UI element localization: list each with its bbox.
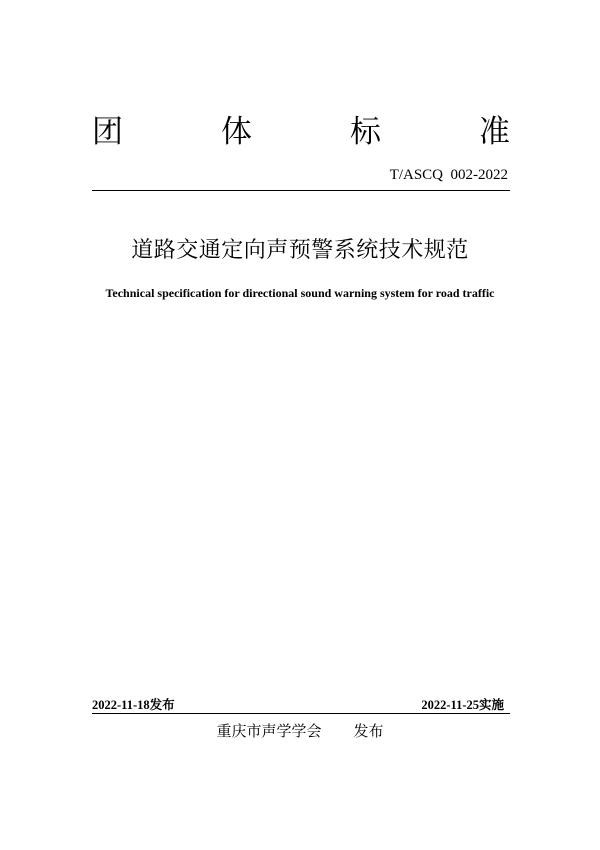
document-title-english: Technical specification for directional sound warning system for road traffic bbox=[105, 286, 495, 300]
document-title-chinese: 道路交通定向声预警系统技术规范 bbox=[131, 238, 469, 263]
release-date: 2022-11-18发布 bbox=[92, 698, 175, 712]
date-row bbox=[92, 697, 510, 713]
publisher-issued: 发布 bbox=[353, 722, 384, 740]
header-divider bbox=[92, 190, 510, 191]
standard-type-char-1: 团 bbox=[92, 114, 123, 150]
standard-type-char-2: 体 bbox=[221, 114, 252, 150]
publisher-line bbox=[0, 721, 600, 741]
standard-code: T/ASCQ 002-2022 bbox=[389, 167, 508, 183]
standard-type bbox=[92, 112, 510, 152]
standard-type-char-4: 准 bbox=[479, 114, 510, 150]
footer-divider bbox=[92, 713, 510, 714]
effective-date: 2022-11-25实施 bbox=[421, 698, 504, 712]
publisher-organization: 重庆市声学学会 bbox=[216, 722, 322, 740]
standard-type-char-3: 标 bbox=[350, 114, 381, 150]
